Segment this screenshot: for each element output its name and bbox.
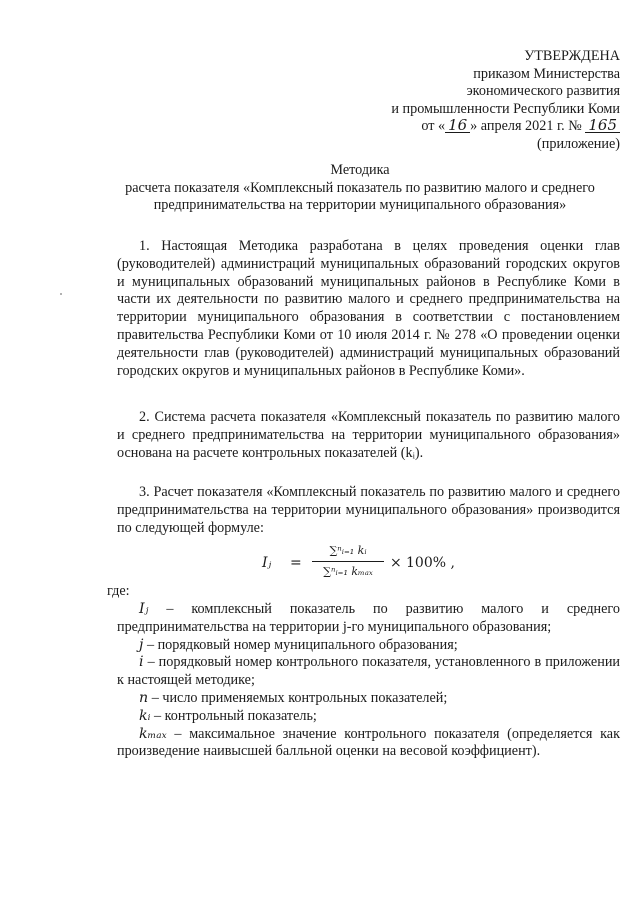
definition-symbol: i: [139, 654, 144, 671]
formula-fraction: [312, 542, 384, 581]
definition-item: [117, 601, 620, 637]
definition-symbol: kᵢ: [139, 707, 151, 724]
title-subtitle: расчета показателя «Комплексный показатель по развитию малого и среднего предпринимательства на территории муниципального образования»: [125, 179, 595, 214]
definition-symbol: n: [139, 689, 149, 706]
definition-text: – порядковый номер муниципального образования;: [143, 636, 458, 653]
document-title: [100, 162, 620, 215]
definition-text: – число применяемых контрольных показателей;: [148, 689, 448, 706]
paragraph-3: 3. Расчет показателя «Комплексный показатель по развитию малого и среднего предпринимательства на территории муниципального образования» производится по следующей формуле:: [117, 484, 620, 536]
approval-date-line: [290, 118, 620, 136]
definition-symbol: j: [139, 636, 144, 653]
approval-appendix-note: (приложение): [537, 135, 620, 152]
approval-stamp: [290, 48, 620, 154]
handwritten-order-number: 165: [585, 118, 620, 133]
approval-ministry-line: приказом Министерства: [473, 65, 620, 82]
fraction-bar: [312, 561, 384, 562]
definition-item: [117, 654, 620, 690]
definition-text: – максимальное значение контрольного показателя (определяется как произведение наивысшей балльной оценки на весовой коэффициент).: [117, 725, 620, 760]
definition-symbol: Iⱼ: [139, 601, 149, 617]
definitions-list: [117, 601, 620, 761]
scan-speck: [60, 293, 62, 295]
definition-text: – комплексный показатель по развитию малого и среднего предпринимательства на территории j-го муниципального образования;: [117, 601, 620, 635]
paragraph-1: 1. Настоящая Методика разработана в целях проведения оценки глав (руководителей) администраций муниципальных образований городских округов и муниципальных образований муниципальных районов в Республике Коми в части их деятельности по развитию малого и среднего предпринимательства на территории муниципального образования в соответствии с постановлением правительства Республики Коми от 10 июля 2014 г. № 278 «О проведении оценки деятельности глав (руководителей) администраций муниципальных образований городских округов и муниципальных районов в Республике Коми».: [117, 238, 620, 379]
date-middle: » апреля 2021 г. №: [470, 118, 582, 135]
formula-numerator: ∑ⁿᵢ₌₁ kᵢ: [329, 544, 367, 557]
approval-ministry-line: экономического развития: [466, 83, 620, 100]
approval-heading: УТВЕРЖДЕНА: [524, 48, 620, 64]
handwritten-day: 16: [445, 118, 470, 133]
formula: [262, 542, 502, 588]
formula-percent: 100% ,: [406, 555, 455, 571]
definition-text: – порядковый номер контрольного показателя, установленного в приложении к настоящей методике;: [117, 654, 620, 689]
formula-lhs: Iⱼ: [262, 555, 272, 571]
approval-ministry-line: и промышленности Республики Коми: [391, 100, 620, 117]
definition-item: [117, 690, 620, 708]
definition-item: [117, 726, 620, 762]
definition-item: [117, 637, 620, 655]
date-prefix: от «: [421, 118, 446, 135]
paragraph-2: 2. Система расчета показателя «Комплексный показатель по развитию малого и среднего предпринимательства на территории муниципального образования» основана на расчете контрольных показателей (kᵢ).: [117, 409, 620, 461]
definition-item: [117, 708, 620, 726]
formula-equals: =: [290, 555, 302, 571]
title-main: Методика: [330, 162, 390, 178]
where-label: где:: [107, 583, 130, 599]
formula-times: ×: [390, 555, 402, 571]
definition-text: – контрольный показатель;: [150, 707, 317, 724]
formula-denominator: ∑ⁿᵢ₌₁ kₘₐₓ: [323, 565, 373, 578]
definition-symbol: kₘₐₓ: [139, 725, 167, 742]
